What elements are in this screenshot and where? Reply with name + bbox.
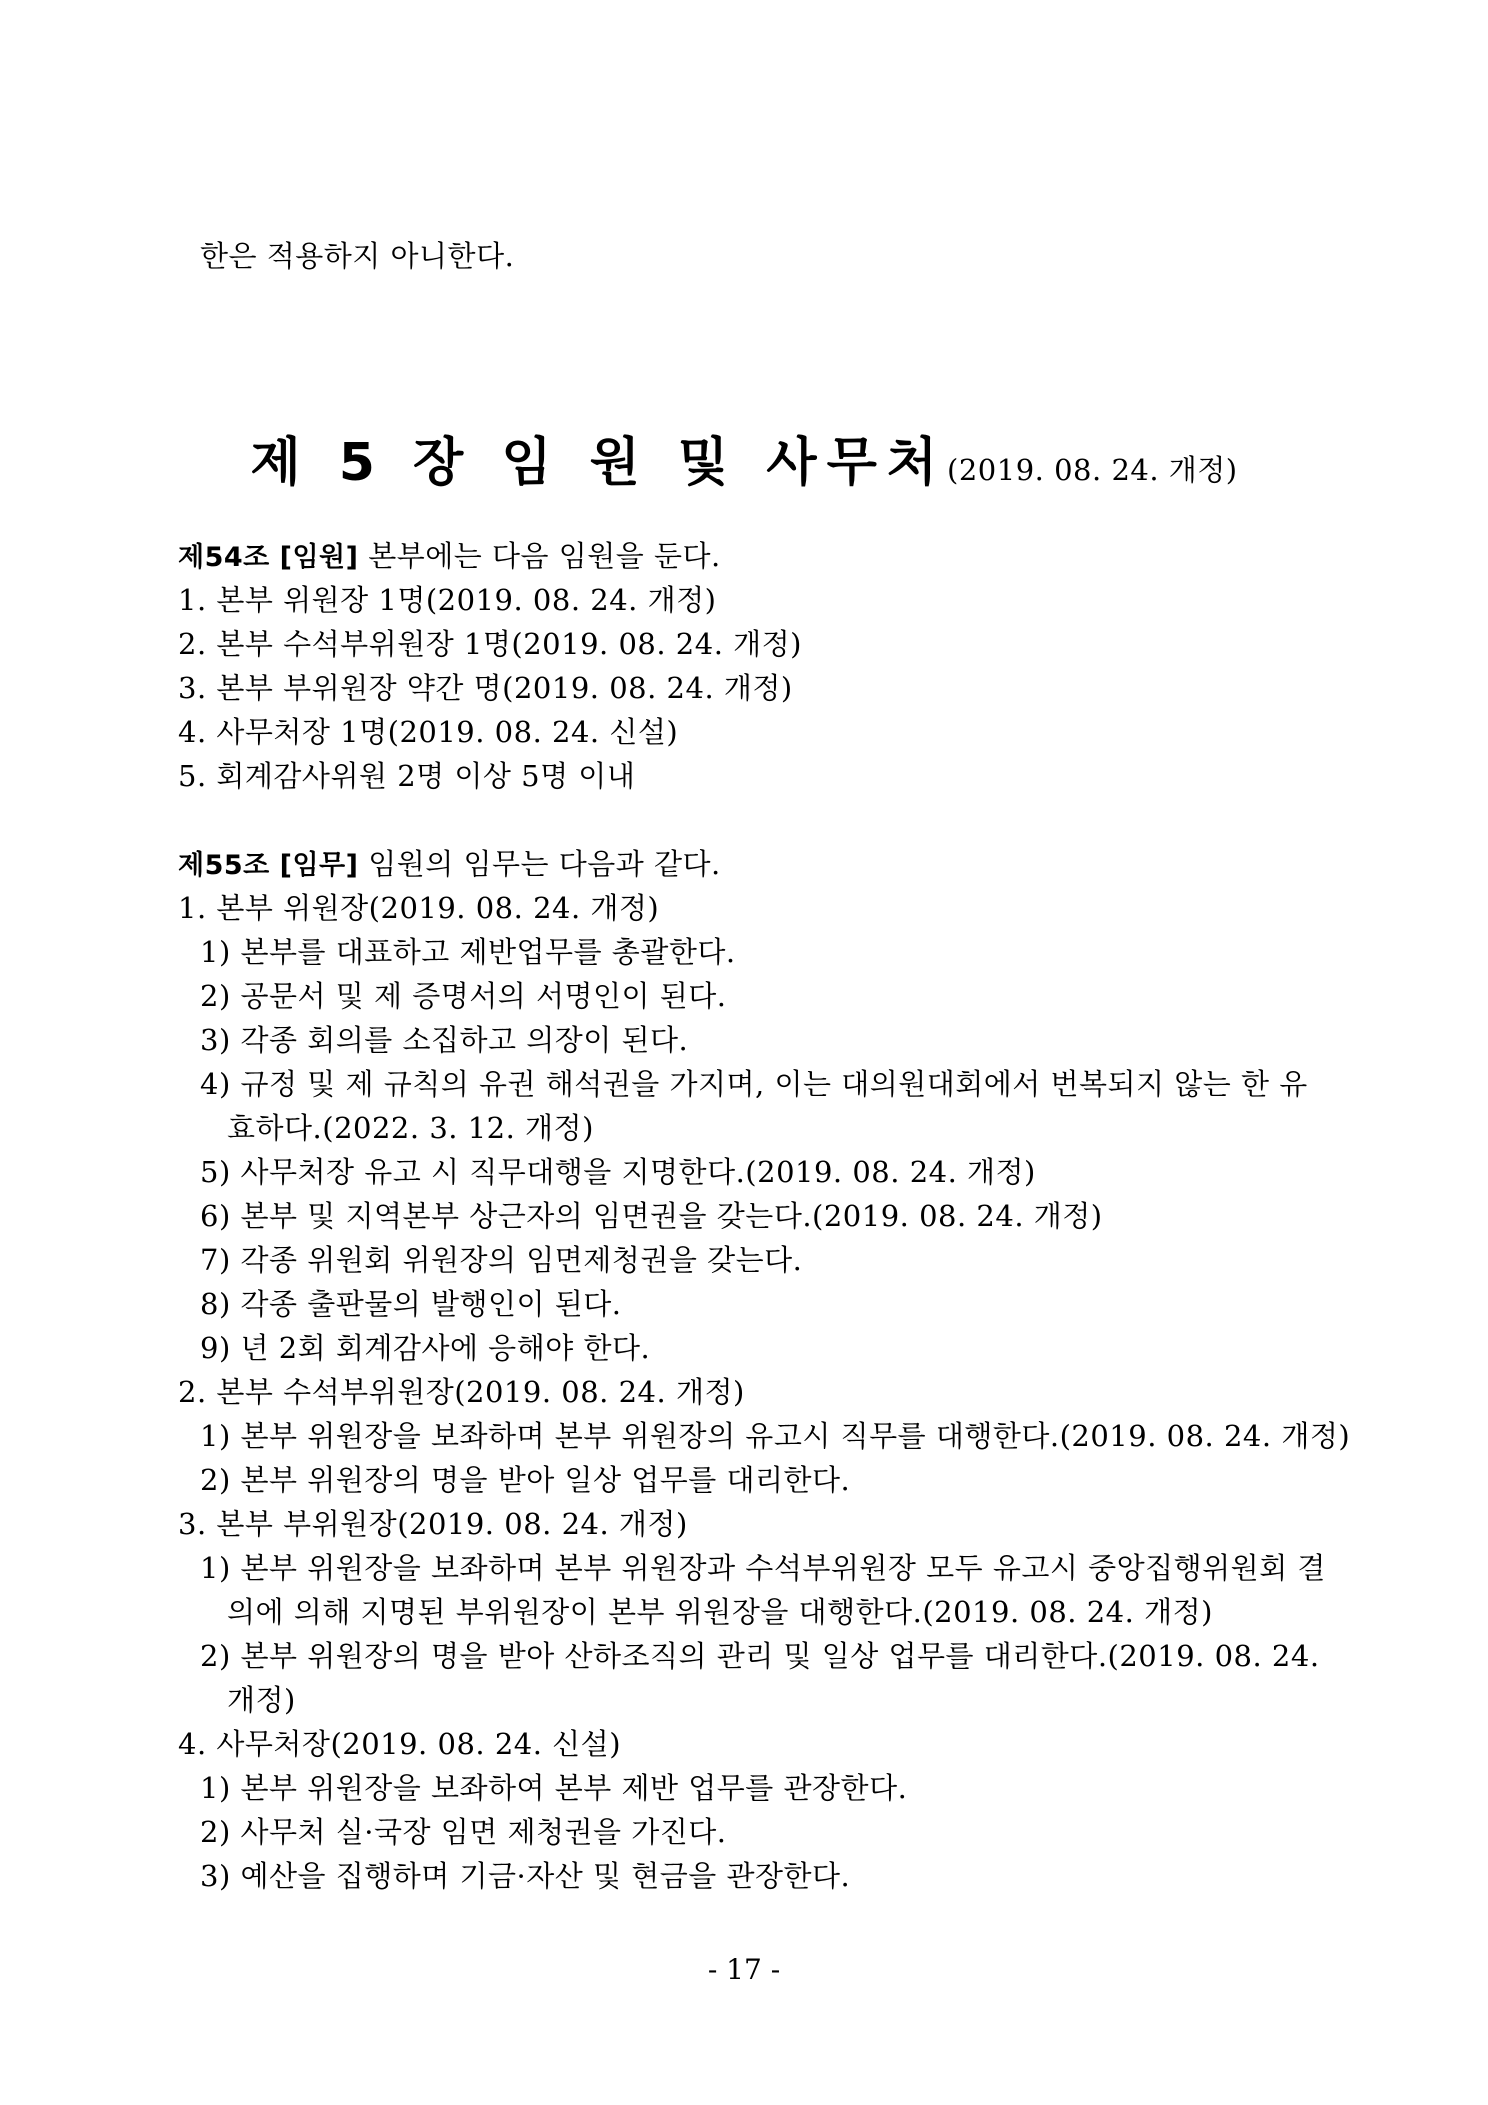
article-55-subitem-continued: 효하다.(2022. 3. 12. 개정) bbox=[227, 1111, 594, 1145]
article-55-subitem: 5) 사무처장 유고 시 직무대행을 지명한다.(2019. 08. 24. 개정) bbox=[200, 1155, 1036, 1189]
article-54-item: 2. 본부 수석부위원장 1명(2019. 08. 24. 개정) bbox=[178, 627, 802, 661]
article-55-subitem-continued: 개정) bbox=[227, 1683, 296, 1717]
article-55-item: 2. 본부 수석부위원장(2019. 08. 24. 개정) bbox=[178, 1375, 745, 1409]
article-55-subitem: 1) 본부 위원장을 보좌하며 본부 위원장과 수석부위원장 모두 유고시 중앙집행위원회 결 bbox=[200, 1551, 1326, 1585]
article-55-number: 제55조 [임무] bbox=[178, 850, 359, 881]
article-55-subitem: 3) 각종 회의를 소집하고 의장이 된다. bbox=[200, 1023, 689, 1057]
chapter-heading bbox=[0, 420, 1488, 495]
article-55-subitem: 2) 공문서 및 제 증명서의 서명인이 된다. bbox=[200, 979, 727, 1013]
article-55-subitem: 2) 본부 위원장의 명을 받아 산하조직의 관리 및 일상 업무를 대리한다.(2019. 08. 24. bbox=[200, 1639, 1320, 1673]
article-55-subitem: 1) 본부 위원장을 보좌하며 본부 위원장의 유고시 직무를 대행한다.(2019. 08. 24. 개정) bbox=[200, 1419, 1351, 1453]
article-55-subitem: 2) 사무처 실·국장 임면 제청권을 가진다. bbox=[200, 1815, 727, 1849]
article-55-text: 임원의 임무는 다음과 같다. bbox=[358, 847, 721, 881]
article-54-text: 본부에는 다음 임원을 둔다. bbox=[358, 539, 721, 573]
article-54-item: 5. 회계감사위원 2명 이상 5명 이내 bbox=[178, 759, 636, 793]
article-55-subitem: 2) 본부 위원장의 명을 받아 일상 업무를 대리한다. bbox=[200, 1463, 851, 1497]
article-55-subitem: 3) 예산을 집행하며 기금·자산 및 현금을 관장한다. bbox=[200, 1859, 851, 1893]
article-55-subitem: 8) 각종 출판물의 발행인이 된다. bbox=[200, 1287, 622, 1321]
article-54-number: 제54조 [임원] bbox=[178, 542, 359, 573]
article-54-item: 4. 사무처장 1명(2019. 08. 24. 신설) bbox=[178, 715, 679, 749]
article-55-subitem: 9) 년 2회 회계감사에 응해야 한다. bbox=[200, 1331, 651, 1365]
article-55-item: 1. 본부 위원장(2019. 08. 24. 개정) bbox=[178, 891, 660, 925]
article-54-heading bbox=[178, 536, 721, 578]
article-54-item: 3. 본부 부위원장 약간 명(2019. 08. 24. 개정) bbox=[178, 671, 793, 705]
article-55-subitem: 7) 각종 위원회 위원장의 임면제청권을 갖는다. bbox=[200, 1243, 803, 1277]
article-55-item: 4. 사무처장(2019. 08. 24. 신설) bbox=[178, 1727, 622, 1761]
chapter-revision-note: (2019. 08. 24. 개정) bbox=[947, 453, 1238, 487]
article-55-subitem: 6) 본부 및 지역본부 상근자의 임면권을 갖는다.(2019. 08. 24. 개정) bbox=[200, 1199, 1103, 1233]
article-54-item: 1. 본부 위원장 1명(2019. 08. 24. 개정) bbox=[178, 583, 717, 617]
article-55-subitem-continued: 의에 의해 지명된 부위원장이 본부 위원장을 대행한다.(2019. 08. 24. 개정) bbox=[227, 1595, 1213, 1629]
article-55-item: 3. 본부 부위원장(2019. 08. 24. 개정) bbox=[178, 1507, 688, 1541]
article-55-subitem: 1) 본부를 대표하고 제반업무를 총괄한다. bbox=[200, 935, 736, 969]
article-55-subitem: 1) 본부 위원장을 보좌하여 본부 제반 업무를 관장한다. bbox=[200, 1771, 908, 1805]
article-55-subitem: 4) 규정 및 제 규칙의 유권 해석권을 가지며, 이는 대의원대회에서 번복되지 않는 한 유 bbox=[200, 1067, 1308, 1101]
chapter-title: 제 5 장 임 원 및 사무처 bbox=[250, 433, 948, 493]
page-number: - 17 - bbox=[707, 1953, 781, 1986]
continuation-text: 한은 적용하지 아니한다. bbox=[200, 239, 515, 273]
article-55-heading bbox=[178, 844, 721, 886]
